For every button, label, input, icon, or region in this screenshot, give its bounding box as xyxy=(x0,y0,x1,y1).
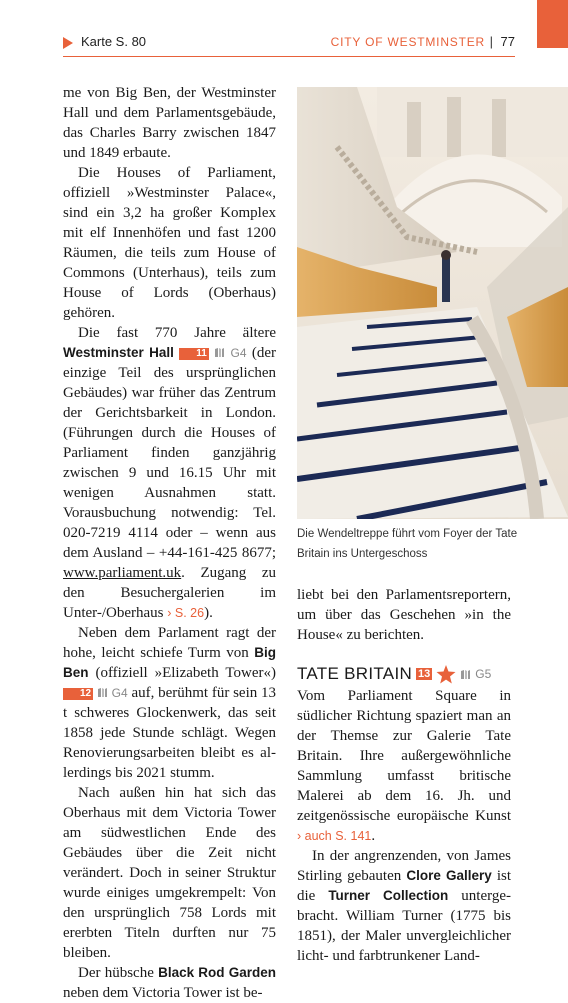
tate-britain-staircase-photo xyxy=(297,87,568,519)
right-column xyxy=(297,585,511,645)
paragraph-big-ben: Neben dem Parlament ragt der hohe, leicht schiefe Turm von Big Ben (offiziell »Elizabeth Tower«) 12 G4 auf, berühmt für sein 13 t schweres Glockenwerk, das seit 1858 jede Stunde schlägt. Wegen Renovierungsarbeiten bleibt es allerdings bis 2021 stumm. xyxy=(63,625,277,781)
poi-black-rod-garden: Black Rod Garden xyxy=(158,965,277,980)
paragraph: Vom Parliament Square in südlicher Richtung spaziert man an der Themse zur Galerie Tate Britain. Ihre außergewöhnliche Sammlung umfasst britische Malerei ab dem 16. Jh. und zeitgenössische europäische Kunst › auch S. 141. xyxy=(297,688,511,844)
grid-reference: G4 xyxy=(111,686,128,700)
paragraph: me von Big Ben, der Westminster Hall und dem Parlamentsgebäude, das Charles Barry zwischen 1847 und 1849 erbaute. xyxy=(63,85,276,161)
poi-turner-collection: Turner Collection xyxy=(328,888,449,903)
grid-reference: G4 xyxy=(230,346,247,360)
map-reference[interactable]: Karte S. 80 xyxy=(81,34,147,49)
map-grid-icon xyxy=(214,347,225,358)
photo-caption: Die Wendeltreppe führt vom Foyer der Tate Britain ins Untergeschoss xyxy=(297,528,518,560)
poi-clore-gallery: Clore Gallery xyxy=(406,868,492,883)
poi-westminster-hall: Westminster Hall xyxy=(63,345,174,360)
left-column xyxy=(63,83,276,1003)
page-number: 77 xyxy=(500,34,515,49)
running-header xyxy=(63,30,515,57)
paragraph: Nach außen hin hat sich das Oberhaus mit dem Victoria Tower am südwestlichen Ende des Gebäudes über die Zeit nicht verändert. Doch in seiner Struktur wurde einiges umgekrempelt: Von den ursprünglich 758 Lords mit ererbten Titeln durften nur 75 bleiben. xyxy=(63,785,276,961)
map-grid-icon xyxy=(97,687,108,698)
photo-illustration xyxy=(297,87,568,519)
page-cross-reference[interactable]: › S. 26 xyxy=(167,606,205,620)
paragraph-clore-gallery: In der angrenzenden, von James Stirling gebauten Clore Gallery ist die Turner Collection untergebracht. William Turner (1775 bis 1851), der Maler unvergleichlicher licht- und farbtrunkener Land- xyxy=(297,848,512,964)
parliament-link[interactable]: www.parliament.uk xyxy=(63,565,182,581)
section-heading: TATE BRITAIN xyxy=(297,664,413,683)
paragraph: Die Houses of Parliament, offiziell »Westminster Palace«, sind ein 3,2 ha großer Komplex mit elf Innenhöfen und fast 1200 Räumen, die teils zum House of Commons (Unterhaus), teils zum House of Lords (Oberhaus) gehören. xyxy=(63,165,276,321)
tate-britain-body xyxy=(297,686,511,966)
grid-reference: G5 xyxy=(475,667,492,681)
map-grid-icon xyxy=(460,669,471,680)
page-cross-reference[interactable]: › auch S. 141 xyxy=(297,829,372,843)
paragraph: liebt bei den Parlamentsreportern, um über das Geschehen »in the House« zu berichten. xyxy=(297,587,511,643)
star-icon xyxy=(436,665,456,684)
poi-big-ben: Big Ben xyxy=(63,645,277,680)
paragraph-black-rod-garden: Der hübsche Black Rod Garden neben dem Victoria Tower ist be- xyxy=(63,965,277,1001)
page-corner-tab xyxy=(537,0,568,48)
map-arrow-icon xyxy=(63,37,73,49)
section-title: CITY OF WESTMINSTER xyxy=(330,35,485,49)
poi-number-badge: 13 xyxy=(418,668,431,680)
tate-britain-heading xyxy=(297,664,511,688)
poi-number-badge: 12 xyxy=(63,688,93,700)
header-separator: | xyxy=(489,34,493,49)
poi-number-badge: 11 xyxy=(179,348,209,360)
paragraph-westminster-hall: Die fast 770 Jahre ältere Westminster Hall 11 G4 (der einzige Teil des ursprünglichen Gebäudes) war früher das Zentrum der Gerichtsbarkeit in London. (Führungen durch die Houses of Parliament finden ganzjährig zwischen 9 und 16.15 Uhr mit wenigen Ausnahmen statt. Vorausbuchung notwendig: Tel. 020-7219 4114 oder – wenn aus dem Ausland – +44-161-425 8677; www.parliament.uk. Zugang zu den Besuchergalerien im Unter-/Oberhaus › S. 26). xyxy=(63,325,277,621)
